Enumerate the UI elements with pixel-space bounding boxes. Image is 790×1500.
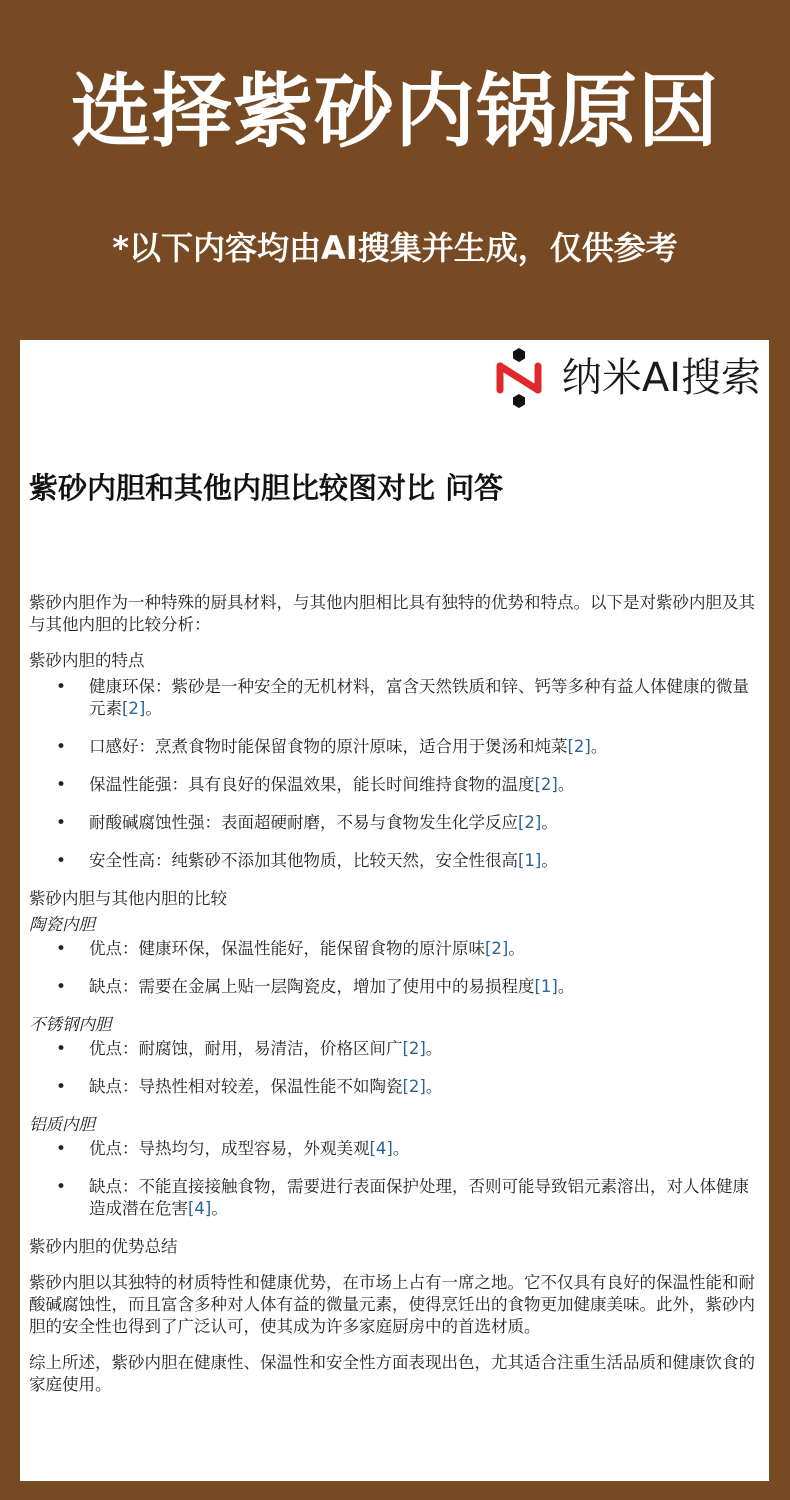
aluminum-heading: 铝质内胆 (29, 1115, 95, 1134)
list-item: • 优点：健康环保，保温性能好，能保留食物的原汁原味[2]。 (29, 938, 761, 960)
aluminum-list (29, 1138, 761, 1220)
features-heading: 紫砂内胆的特点 (29, 651, 145, 670)
intro-paragraph: 紫砂内胆作为一种特殊的厨具材料，与其他内胆相比具有独特的优势和特点。以下是对紫砂内胆及其与其他内胆的比较分析： (29, 593, 755, 634)
citation-link[interactable]: [2] (402, 1039, 426, 1058)
ceramic-heading: 陶瓷内胆 (29, 915, 95, 934)
brand-header (490, 346, 761, 410)
ceramic-list (29, 938, 761, 998)
list-item: • 优点：导热均匀，成型容易，外观美观[4]。 (29, 1138, 761, 1160)
citation-link[interactable]: [4] (369, 1139, 393, 1158)
comparison-heading: 紫砂内胆与其他内胆的比较 (29, 889, 227, 908)
features-list (29, 676, 761, 872)
list-item: • 健康环保：紫砂是一种安全的无机材料，富含天然铁质和锌、钙等多种有益人体健康的微量元素[2]。 (29, 676, 761, 720)
content-card (20, 340, 769, 1481)
page-title: 选择紫砂内锅原因 (71, 65, 719, 158)
citation-link[interactable]: [2] (402, 1077, 426, 1096)
summary-paragraph: 紫砂内胆以其独特的材质特性和健康优势，在市场上占有一席之地。它不仅具有良好的保温性能和耐酸碱腐蚀性，而且富含多种对人体有益的微量元素，使得烹饪出的食物更加健康美味。此外，紫砂内胆的安全性也得到了广泛认可，使其成为许多家庭厨房中的首选材质。 (29, 1273, 755, 1336)
steel-list (29, 1038, 761, 1098)
citation-link[interactable]: [2] (122, 699, 146, 718)
summary-heading: 紫砂内胆的优势总结 (29, 1237, 178, 1256)
nano-hexagon-logo-icon (490, 346, 548, 410)
conclusion-paragraph: 综上所述，紫砂内胆在健康性、保温性和安全性方面表现出色，尤其适合注重生活品质和健康饮食的家庭使用。 (29, 1353, 755, 1394)
list-item: • 安全性高：纯紫砂不添加其他物质，比较天然，安全性很高[1]。 (29, 850, 761, 872)
citation-link[interactable]: [2] (567, 737, 591, 756)
list-item: • 保温性能强：具有良好的保温效果，能长时间维持食物的温度[2]。 (29, 774, 761, 796)
list-item: • 缺点：需要在金属上贴一层陶瓷皮，增加了使用中的易损程度[1]。 (29, 976, 761, 998)
brand-name: 纳米AI搜索 (561, 355, 761, 401)
citation-link[interactable]: [4] (188, 1199, 212, 1218)
steel-heading: 不锈钢内胆 (29, 1015, 112, 1034)
ai-disclaimer: *以下内容均由AI搜集并生成，仅供参考 (112, 229, 678, 267)
list-item: • 优点：耐腐蚀，耐用，易清洁，价格区间广[2]。 (29, 1038, 761, 1060)
list-item: • 缺点：不能直接接触食物，需要进行表面保护处理，否则可能导致铝元素溶出，对人体健康造成潜在危害[4]。 (29, 1176, 761, 1220)
citation-link[interactable]: [1] (518, 851, 542, 870)
citation-link[interactable]: [1] (534, 977, 558, 996)
list-item: • 口感好：烹煮食物时能保留食物的原汁原味，适合用于煲汤和炖菜[2]。 (29, 736, 761, 758)
article-title: 紫砂内胆和其他内胆比较图对比 问答 (29, 471, 504, 505)
citation-link[interactable]: [2] (534, 775, 558, 794)
article-body (29, 592, 761, 1410)
citation-link[interactable]: [2] (485, 939, 509, 958)
list-item: • 耐酸碱腐蚀性强：表面超硬耐磨，不易与食物发生化学反应[2]。 (29, 812, 761, 834)
list-item: • 缺点：导热性相对较差，保温性能不如陶瓷[2]。 (29, 1076, 761, 1098)
citation-link[interactable]: [2] (518, 813, 542, 832)
